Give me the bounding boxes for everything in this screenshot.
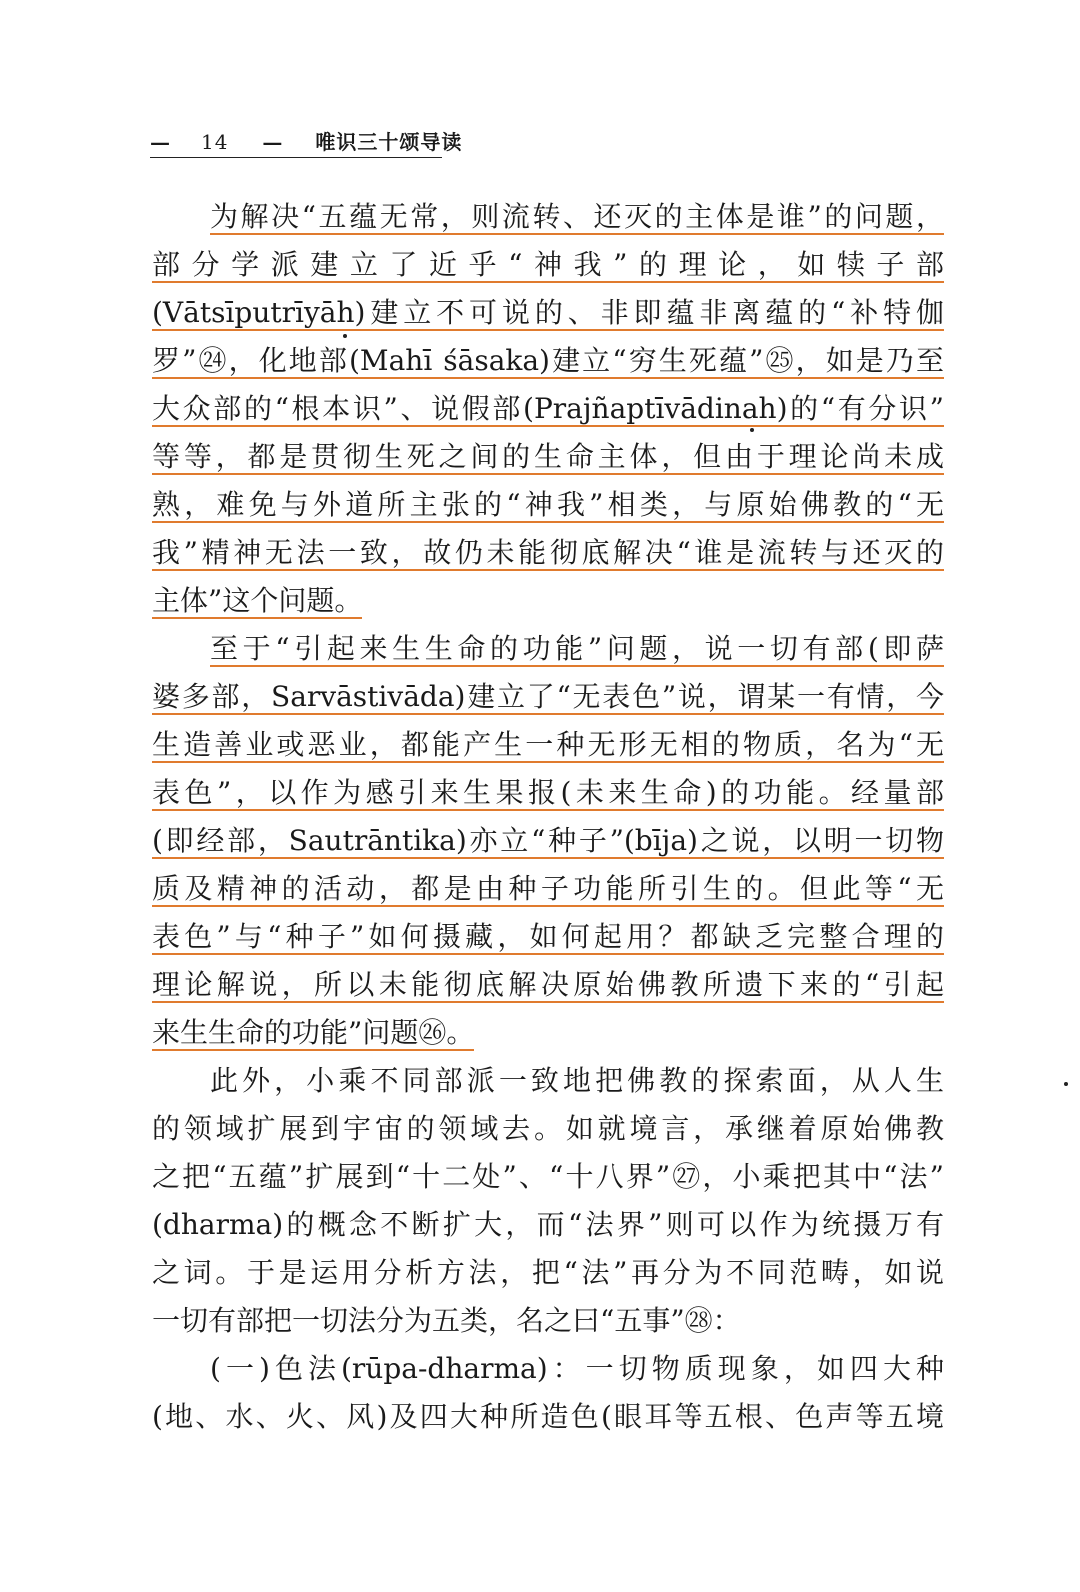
text-line: (dharma)的概念不断扩大，而“法界”则可以作为统摄万有 xyxy=(152,1208,944,1241)
text-line: 熟，难免与外道所主张的“神我”相类，与原始佛教的“无 xyxy=(152,488,944,521)
text-line: (一)色法(rūpa-dharma)：一切物质现象，如四大种 xyxy=(210,1352,944,1385)
header-dash-right: — xyxy=(262,130,284,154)
scan-speck xyxy=(750,428,754,432)
text-line: 的领域扩展到宇宙的领域去。如就境言，承继着原始佛教 xyxy=(152,1112,944,1145)
text-line: 质及精神的活动，都是由种子功能所引生的。但此等“无 xyxy=(152,872,944,905)
text-line: 表色”，以作为感引来生果报(未来生命)的功能。经量部 xyxy=(152,776,944,809)
text-line: 生造善业或恶业，都能产生一种无形无相的物质，名为“无 xyxy=(152,728,944,761)
text-line: (即经部，Sautrāntika)亦立“种子”(bīja)之说，以明一切物 xyxy=(152,824,944,857)
header-dash-left: — xyxy=(150,130,171,154)
text-line: 我”精神无法一致，故仍未能彻底解决“谁是流转与还灭的 xyxy=(152,536,944,569)
text-line: 理论解说，所以未能彻底解决原始佛教所遗下来的“引起 xyxy=(152,968,944,1001)
text-line: 之词。于是运用分析方法，把“法”再分为不同范畴，如说 xyxy=(152,1256,944,1289)
text-line: 表色”与“种子”如何摄藏，如何起用？都缺乏完整合理的 xyxy=(152,920,944,953)
text-line: 部分学派建立了近乎“神我”的理论，如犊子部 xyxy=(152,248,944,281)
text-line: (Vātsīputrīyāh)建立不可说的、非即蕴非离蕴的“补特伽 xyxy=(152,296,944,329)
text-line: 此外，小乘不同部派一致地把佛教的探索面，从人生 xyxy=(210,1064,944,1097)
text-line: 至于“引起来生生命的功能”问题，说一切有部(即萨 xyxy=(210,632,944,665)
text-line: 之把“五蕴”扩展到“十二处”、“十八界”㉗，小乘把其中“法” xyxy=(152,1160,944,1193)
text-line: 一切有部把一切法分为五类，名之曰“五事”㉘： xyxy=(152,1304,741,1337)
scan-speck xyxy=(343,334,347,338)
text-line: 大众部的“根本识”、说假部(Prajñaptīvādinah)的“有分识” xyxy=(152,392,944,425)
text-line: 罗”㉔，化地部(Mahī śāsaka)建立“穷生死蕴”㉕，如是乃至 xyxy=(152,344,944,377)
text-line: 等等，都是贯彻生死之间的生命主体，但由于理论尚未成 xyxy=(152,440,944,473)
text-line: (地、水、火、风)及四大种所造色(眼耳等五根、色声等五境 xyxy=(152,1400,944,1433)
scan-speck xyxy=(1064,1082,1068,1086)
text-line: 主体”这个问题。 xyxy=(152,584,363,617)
page-number: 14 xyxy=(200,130,229,154)
text-line: 来生生命的功能”问题㉖。 xyxy=(152,1016,475,1049)
text-line: 为解决“五蕴无常，则流转、还灭的主体是谁”的问题， xyxy=(210,200,944,233)
text-line: 婆多部，Sarvāstivāda)建立了“无表色”说，谓某一有情，今 xyxy=(152,680,944,713)
book-title: 唯识三十颂导读 xyxy=(315,130,463,154)
